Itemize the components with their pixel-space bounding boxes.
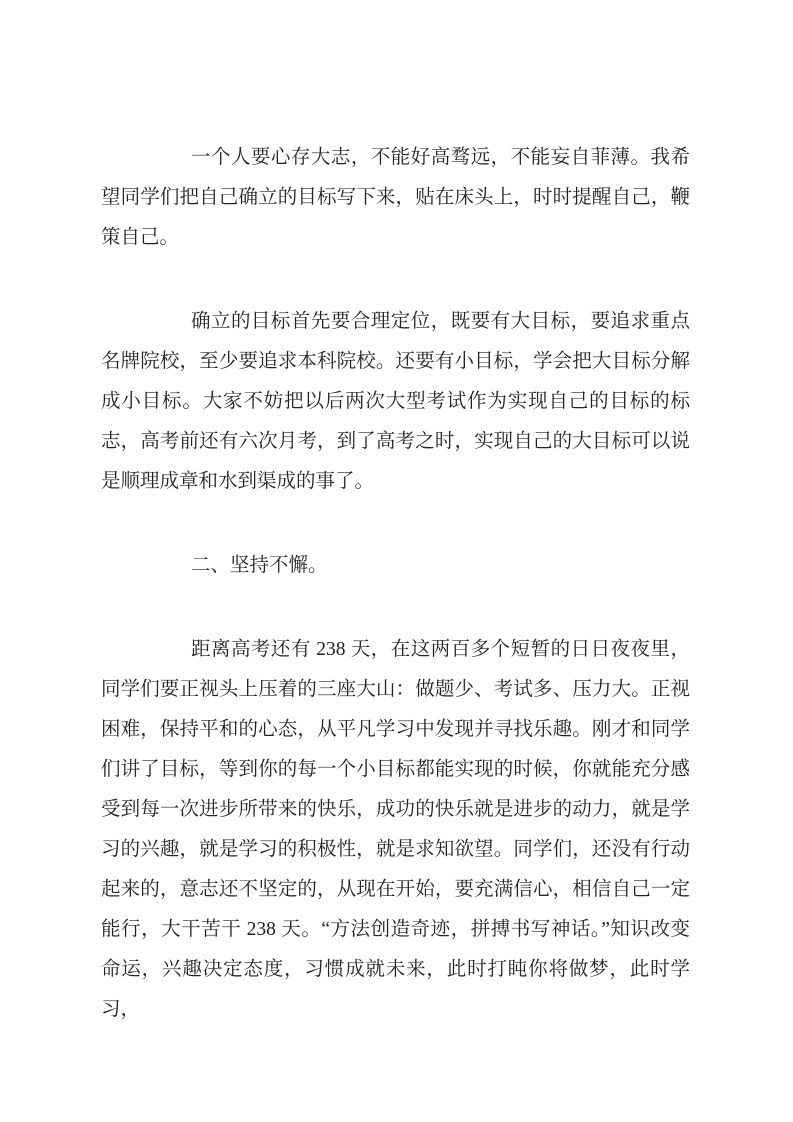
paragraph-countdown-238-days: 距离高考还有 238 天，在这两百多个短暂的日日夜夜里，同学们要正视头上压着的三座大山：做题少、考试多、压力大。正视困难，保持平和的心态，从平凡学习中发现并寻找乐趣。刚才和同学们讲了目标，等到你的每一个小目标都能实现的时候，你就能充分感受到每一次进步所带来的快乐，成功的快乐就是进步的动力，就是学习的兴趣，就是学习的积极性，就是求知欲望。同学们，还没有行动起来的，意志还不坚定的，从现在开始，要充满信心，相信自己一定能行，大干苦干 238 天。“方法创造奇迹，拼搏书写神话。”知识改变命运，兴趣决定态度，习惯成就未来，此时打盹你将做梦，此时学习， <box>101 639 690 1020</box>
document-body <box>101 138 690 1074</box>
section-heading-perseverance: 二、坚持不懈。 <box>191 555 328 576</box>
paragraph-goal-setting: 确立的目标首先要合理定位，既要有大目标，要追求重点名牌院校，至少要追求本科院校。还要有小目标，学会把大目标分解成小目标。大家不妨把以后两次大型考试作为实现自己的目标的标志，高考前还有六次月考，到了高考之时，实现自己的大目标可以说是顺理成章和水到渠成的事了。 <box>101 311 690 492</box>
paragraph-goals-intro: 一个人要心存大志，不能好高骛远，不能妄自菲薄。我希望同学们把自己确立的目标写下来，贴在床头上，时时提醒自己，鞭策自己。 <box>101 147 690 248</box>
